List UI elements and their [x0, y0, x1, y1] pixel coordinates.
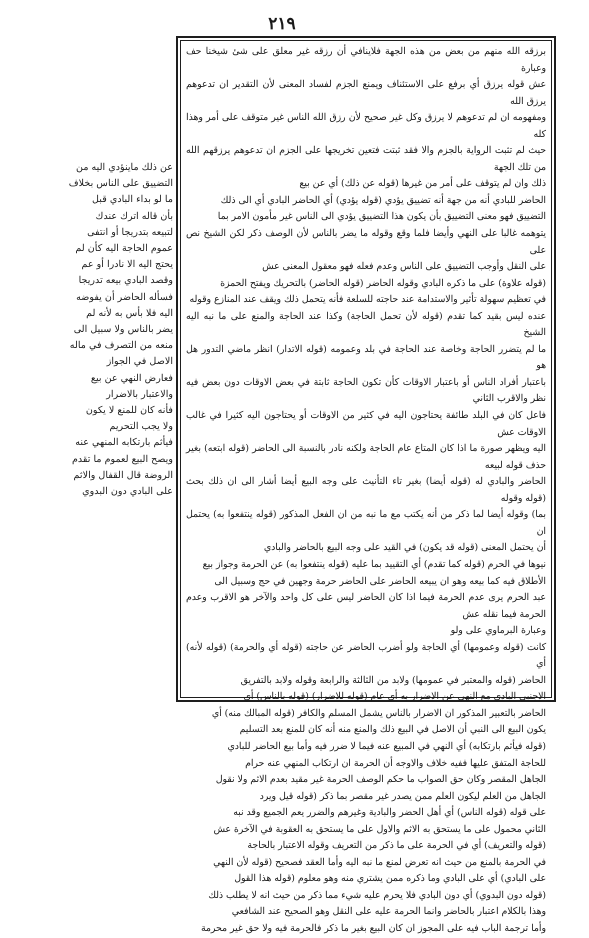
margin-line: ما لو بداء البادي قبل — [92, 194, 173, 206]
commentary-line: التضييق فهو معنى التضييق بأن يكون هذا التضييق يؤدي الى الناس غير مأمون الامر بما — [217, 211, 546, 223]
page-number: ٢١٩ — [268, 14, 296, 34]
commentary-line: (قوله دون البدوي) أي دون البادي فلا يحرم عليه شيء مما ذكر من حيث انه لا يطلب ذلك — [208, 889, 546, 901]
commentary-line: على البادي) أي على البادي وما ذكره ممن يشتري منه وهو معلوم (قوله هذا القول — [234, 873, 546, 885]
margin-line: على البادي دون البدوي — [82, 486, 173, 498]
margin-line: فعارض النهي عن بيع — [90, 372, 173, 384]
commentary-line: برزقه الله منهم من بعض من هذه الجهة فلاينافي أن رزقه غير معلق على شئ شيخنا حف وعبارة — [186, 46, 546, 74]
margin-line: فسأله الحاضر أن يفوضه — [76, 291, 173, 303]
commentary-line: الحاضر بالتعبير المذكور ان الاضرار بالناس يشمل المسلم والكافر (قوله المبالك منه) أي — [211, 707, 546, 719]
commentary-line: حيث لم تثبت الرواية بالجزم والا فقد ثبتت فتعين تخريجها على الجزم ان تدعوهم يرزقهم الله من تلك الجهة — [186, 145, 546, 173]
margin-line: يضر بالناس ولا سبيل الى — [73, 324, 173, 336]
commentary-line: عنده ليس بقيد كما تقدم (قوله لأن تحمل الحاجة) وكذا عند الحاجة والمنع على ما نبه اليه الشيخ — [186, 310, 546, 339]
commentary-line: الحاضر للبادي أنه من جهة أنه تضييق يؤدي (قوله يؤدي) أي الحاضر البادي أي الى ذلك — [220, 194, 546, 206]
margin-line: ويصح البيع لعموم ما تقدم — [71, 453, 173, 465]
commentary-line: عش قوله يرزق أي برفع على الاستئناف ويمنع الجزم لفساد المعنى لأن التقدير ان تدعوهم يرزق الله — [186, 79, 546, 107]
commentary-line: للحاجة المتفق عليها ففيه خلاف والاوجه أن الحرمة ان ارتكاب المنهي عنه حرام — [245, 757, 546, 769]
commentary-line: ومفهومه ان لم تدعوهم لا يرزق وكل غير صحيح لأن رزق الله الناس غير متوقف على أمر وهذا كله — [186, 112, 546, 140]
commentary-line: يتوهمه غالبا على النهي وأيضا فلما وقع وقوله ما يضر بالناس لأن الوصف ذكر لكن الشيخ نص على — [186, 228, 546, 256]
commentary-line: وأما ترجمة الباب فيه على المجوز ان كان البيع بغير ما ذكر فالحرمة فيه ولا حق غير محرمة — [200, 922, 546, 934]
commentary-line: (قوله فيأثم بارتكابه) أي النهي في المبيع عنه فيما لا ضرر فيه وأما بيع الحاضر للبادي — [227, 740, 546, 752]
margin-line: فأنه كان للمنع لا يكون — [85, 405, 173, 417]
commentary-line: الحاضر (قوله والمعتبر في عمومها) ولابد من الثالثة والرابعة وقوله ولابد بالتفريق — [240, 674, 546, 686]
commentary-line: في الحرمة بالمنع من حيث انه تعرض لمنع ما نبه اليه وأما العقد فصحيح (قوله لأن النهي — [213, 856, 546, 868]
margin-commentary — [46, 160, 173, 660]
margin-line: لتبيعه بتدريجا أو انتفى — [87, 226, 173, 238]
commentary-line: وعبارة البرماوي على ولو — [450, 625, 546, 637]
commentary-text — [186, 44, 546, 934]
commentary-line: الجاهل من العلم ليكون العلم ممن يصدر غير مقصر بما ذكر (قوله قيل ويرد — [259, 790, 546, 802]
margin-line: اليه فلا بأس به لأنه لم — [86, 307, 173, 319]
margin-line: منعه من التصرف في ماله — [69, 340, 173, 352]
commentary-line: الجاهل المقصر وكان حق الصواب ما حكم الوصف الحرمة غير مقيد بعدم الاثم ولا نقول — [215, 774, 546, 786]
margin-line: ولا يجب التحريم — [109, 421, 173, 433]
commentary-line: الثاني محمول على ما يستحق به الاثم والاول على ما يستحق به العقوبة في الآخرة عش — [213, 823, 546, 835]
margin-line: التضييق على الناس بخلاف — [68, 178, 173, 190]
commentary-line: بما) وقوله أيضا لما ذكر من أنه يكتب مع ما نبه من ان الفعل المذكور (قوله ينتفعوا به) يحتمل ان — [186, 509, 546, 537]
commentary-line: على قوله (قوله الناس) أي أهل الحضر والبادية وغيرهم والضرر يعم الجميع وقد نبه — [233, 807, 546, 819]
commentary-frame — [176, 36, 556, 934]
commentary-line: ما لم يتضرر الحاجة وخاصة عند الحاجة في بلد وعمومه (قوله الاتدار) انظر ماضي التدور هل هو — [186, 343, 546, 372]
margin-line: فيأثم بارتكابه المنهي عنه — [75, 437, 173, 449]
margin-line: والاعتبار بالاضرار — [106, 388, 173, 400]
commentary-line: ذلك وان لم يتوقف على أمر من غيرها (قوله عن ذلك) أي عن بيع — [299, 178, 546, 190]
margin-line: يحتج اليه الا نادرا أو عم — [81, 259, 173, 271]
commentary-line: الحاضر والبادي له (قوله أيضا) بغير تاء التأنيث على وجه البيع أيضا أشار الى ان ذلك بحث (قوله وقوله — [186, 476, 546, 504]
margin-line: عن ذلك ماينؤدي اليه من — [76, 162, 173, 173]
commentary-line: عبد الحرم يرى عدم الحرمة فيما اذا كان الحاضر ليس على كل واحد والآخر هو الاقرب وعدم الحرمة فيما نقله عش — [186, 592, 546, 620]
commentary-line: الاجنبي البادي مع النهي عن الاضرار به أي عام (قوله للاضرار) (قوله بالناس) أي — [243, 691, 546, 703]
commentary-line: (قوله والتعريف) أي في الحرمة على ما ذكر من التعريف وقوله الاعتبار بالحاجة — [247, 840, 546, 852]
commentary-line: كانت (قوله وعمومها) أي الحاجة ولو أضرب الحاضر عن حاجته (قوله أي والحرمة) (قوله لأنه) أي — [186, 641, 546, 670]
commentary-line: نيوها في الحرم (قوله كما تقدم) أي التقييد بما عليه (قوله ينتفعوا به) عن الحرمة وجواز بيع — [202, 558, 546, 570]
commentary-line: فاعل كان في البلد طائفة يحتاجون اليه في كثير من الاوقات أو يحتاجون اليه كثيرا في غالب الاوقات عش — [186, 410, 546, 438]
commentary-line: اليه ويظهر صورة ما اذا كان المتاع عام الحاجة ولكنه نادر بالنسبة الى الحاضر (قوله ابتعه) بغير حذف قوله لبيعه — [186, 443, 546, 471]
commentary-line: وهذا بالكلام اعتبار بالحاضر وانما الحرمة عليه على النقل وهو الصحيح عند الشافعي — [231, 906, 546, 918]
commentary-line: (قوله علاوة) على ما ذكره البادي وقوله الحاضر (قوله الحاضر) بالتحريك ويفتح الحمزة — [220, 277, 546, 289]
commentary-line: الأطلاق فيه كما بيعه وهو ان يبيعه الحاضر على الحاضر حرمة وجهين في حج وسبيل الى — [214, 575, 546, 587]
commentary-line: يكون البيع الى النبي أن الاصل في البيع ذلك والمنع منه أنه كان للمنع بعد التسليم — [239, 724, 546, 736]
margin-line: وقصد البادي بيعه تدريجا — [78, 275, 173, 287]
margin-line: عموم الحاجة اليه كأن لم — [75, 243, 173, 255]
commentary-line: على النقل وأوجب التضييق على الناس وعدم فعله فهو معقول المعنى عش — [262, 261, 546, 273]
commentary-line: باعتبار أفراد الناس أو باعتبار الاوقات كأن تكون الحاجة ثابتة في بعض الاوقات دون بعض فيه نظر والاقرب الثاني — [186, 376, 546, 405]
margin-line: بأن قاله اترك عندك — [95, 210, 173, 222]
margin-line: الاصل في الجواز — [106, 356, 173, 368]
margin-line: الروضة قال القفال والاثم — [73, 469, 173, 481]
commentary-line: في تعظيم سهولة تأثير والاستدامة عند حاجته للسلعة فأنه يتحمل ذلك ويقف عند المنازع وقوله — [189, 294, 546, 306]
commentary-line: أن يحتمل المعنى (قوله قد يكون) في القيد على وجه البيع بالحاضر والبادي — [263, 542, 546, 554]
